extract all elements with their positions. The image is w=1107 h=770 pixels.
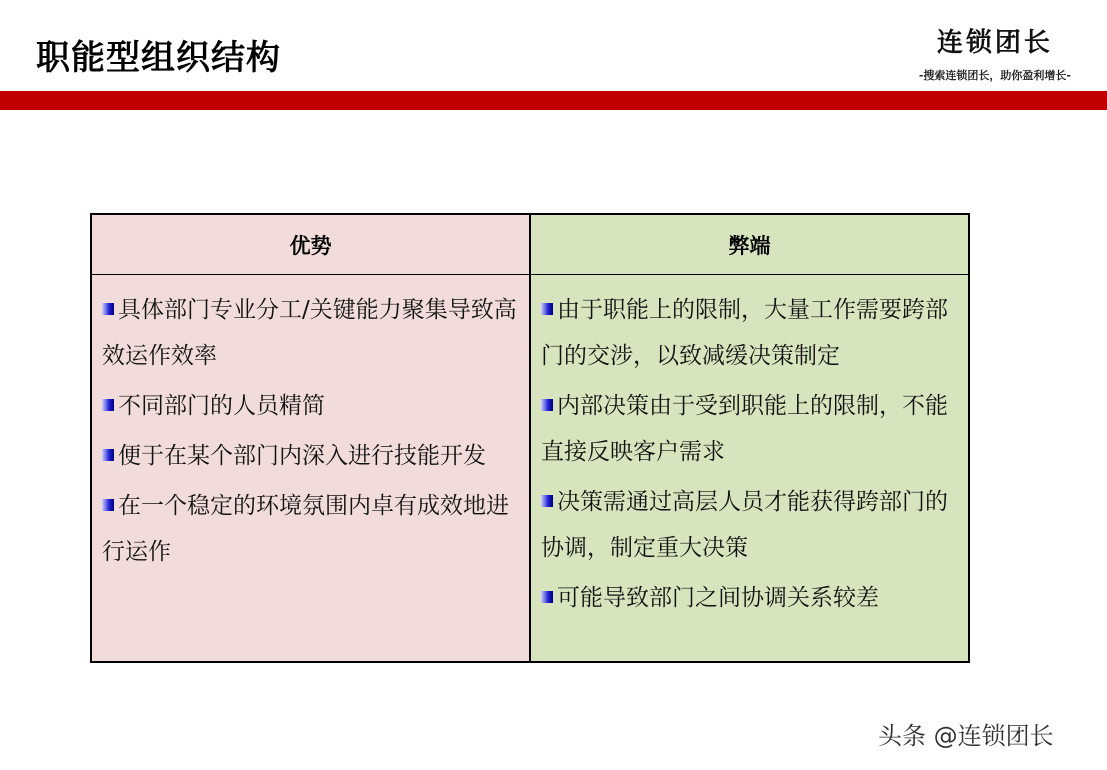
square-bullet-icon	[541, 591, 553, 603]
page-title: 职能型组织结构	[36, 38, 281, 78]
pros-item-text: 便于在某个部门内深入进行技能开发	[118, 443, 486, 469]
square-bullet-icon	[102, 399, 114, 411]
cons-item	[541, 479, 958, 571]
square-bullet-icon	[102, 499, 114, 511]
brand-slogan: -搜索连锁团长，助你盈利增长-	[918, 69, 1071, 82]
square-bullet-icon	[541, 399, 553, 411]
cons-item	[541, 287, 958, 379]
square-bullet-icon	[541, 303, 553, 315]
comparison-table	[90, 213, 970, 663]
pros-item	[102, 483, 519, 575]
header-divider-bar	[0, 91, 1107, 110]
pros-item	[102, 433, 519, 479]
cons-item-text: 可能导致部门之间协调关系较差	[557, 585, 879, 611]
pros-item-text: 不同部门的人员精简	[118, 393, 325, 419]
pros-item-text: 具体部门专业分工/关键能力聚集导致高效运作效率	[102, 297, 517, 369]
brand-name: 连锁团长	[936, 28, 1053, 58]
watermark: 头条 @连锁团长	[878, 722, 1054, 750]
pros-item	[102, 383, 519, 429]
square-bullet-icon	[541, 495, 553, 507]
brand-logo	[919, 22, 1071, 83]
cons-item-text: 决策需通过高层人员才能获得跨部门的协调，制定重大决策	[541, 489, 948, 561]
pros-heading: 优势	[92, 215, 529, 275]
pros-column	[92, 215, 531, 661]
pros-item-text: 在一个稳定的环境氛围内卓有成效地进行运作	[102, 493, 509, 565]
pros-item	[102, 287, 519, 379]
cons-item	[541, 575, 958, 621]
cons-heading: 弊端	[531, 215, 968, 275]
square-bullet-icon	[102, 449, 114, 461]
cons-item-text: 由于职能上的限制，大量工作需要跨部门的交涉，以致减缓决策制定	[541, 297, 948, 369]
pros-list	[92, 275, 529, 579]
cons-column	[531, 215, 968, 661]
cons-list	[531, 275, 968, 625]
cons-item	[541, 383, 958, 475]
cons-item-text: 内部决策由于受到职能上的限制，不能直接反映客户需求	[541, 393, 948, 465]
square-bullet-icon	[102, 303, 114, 315]
